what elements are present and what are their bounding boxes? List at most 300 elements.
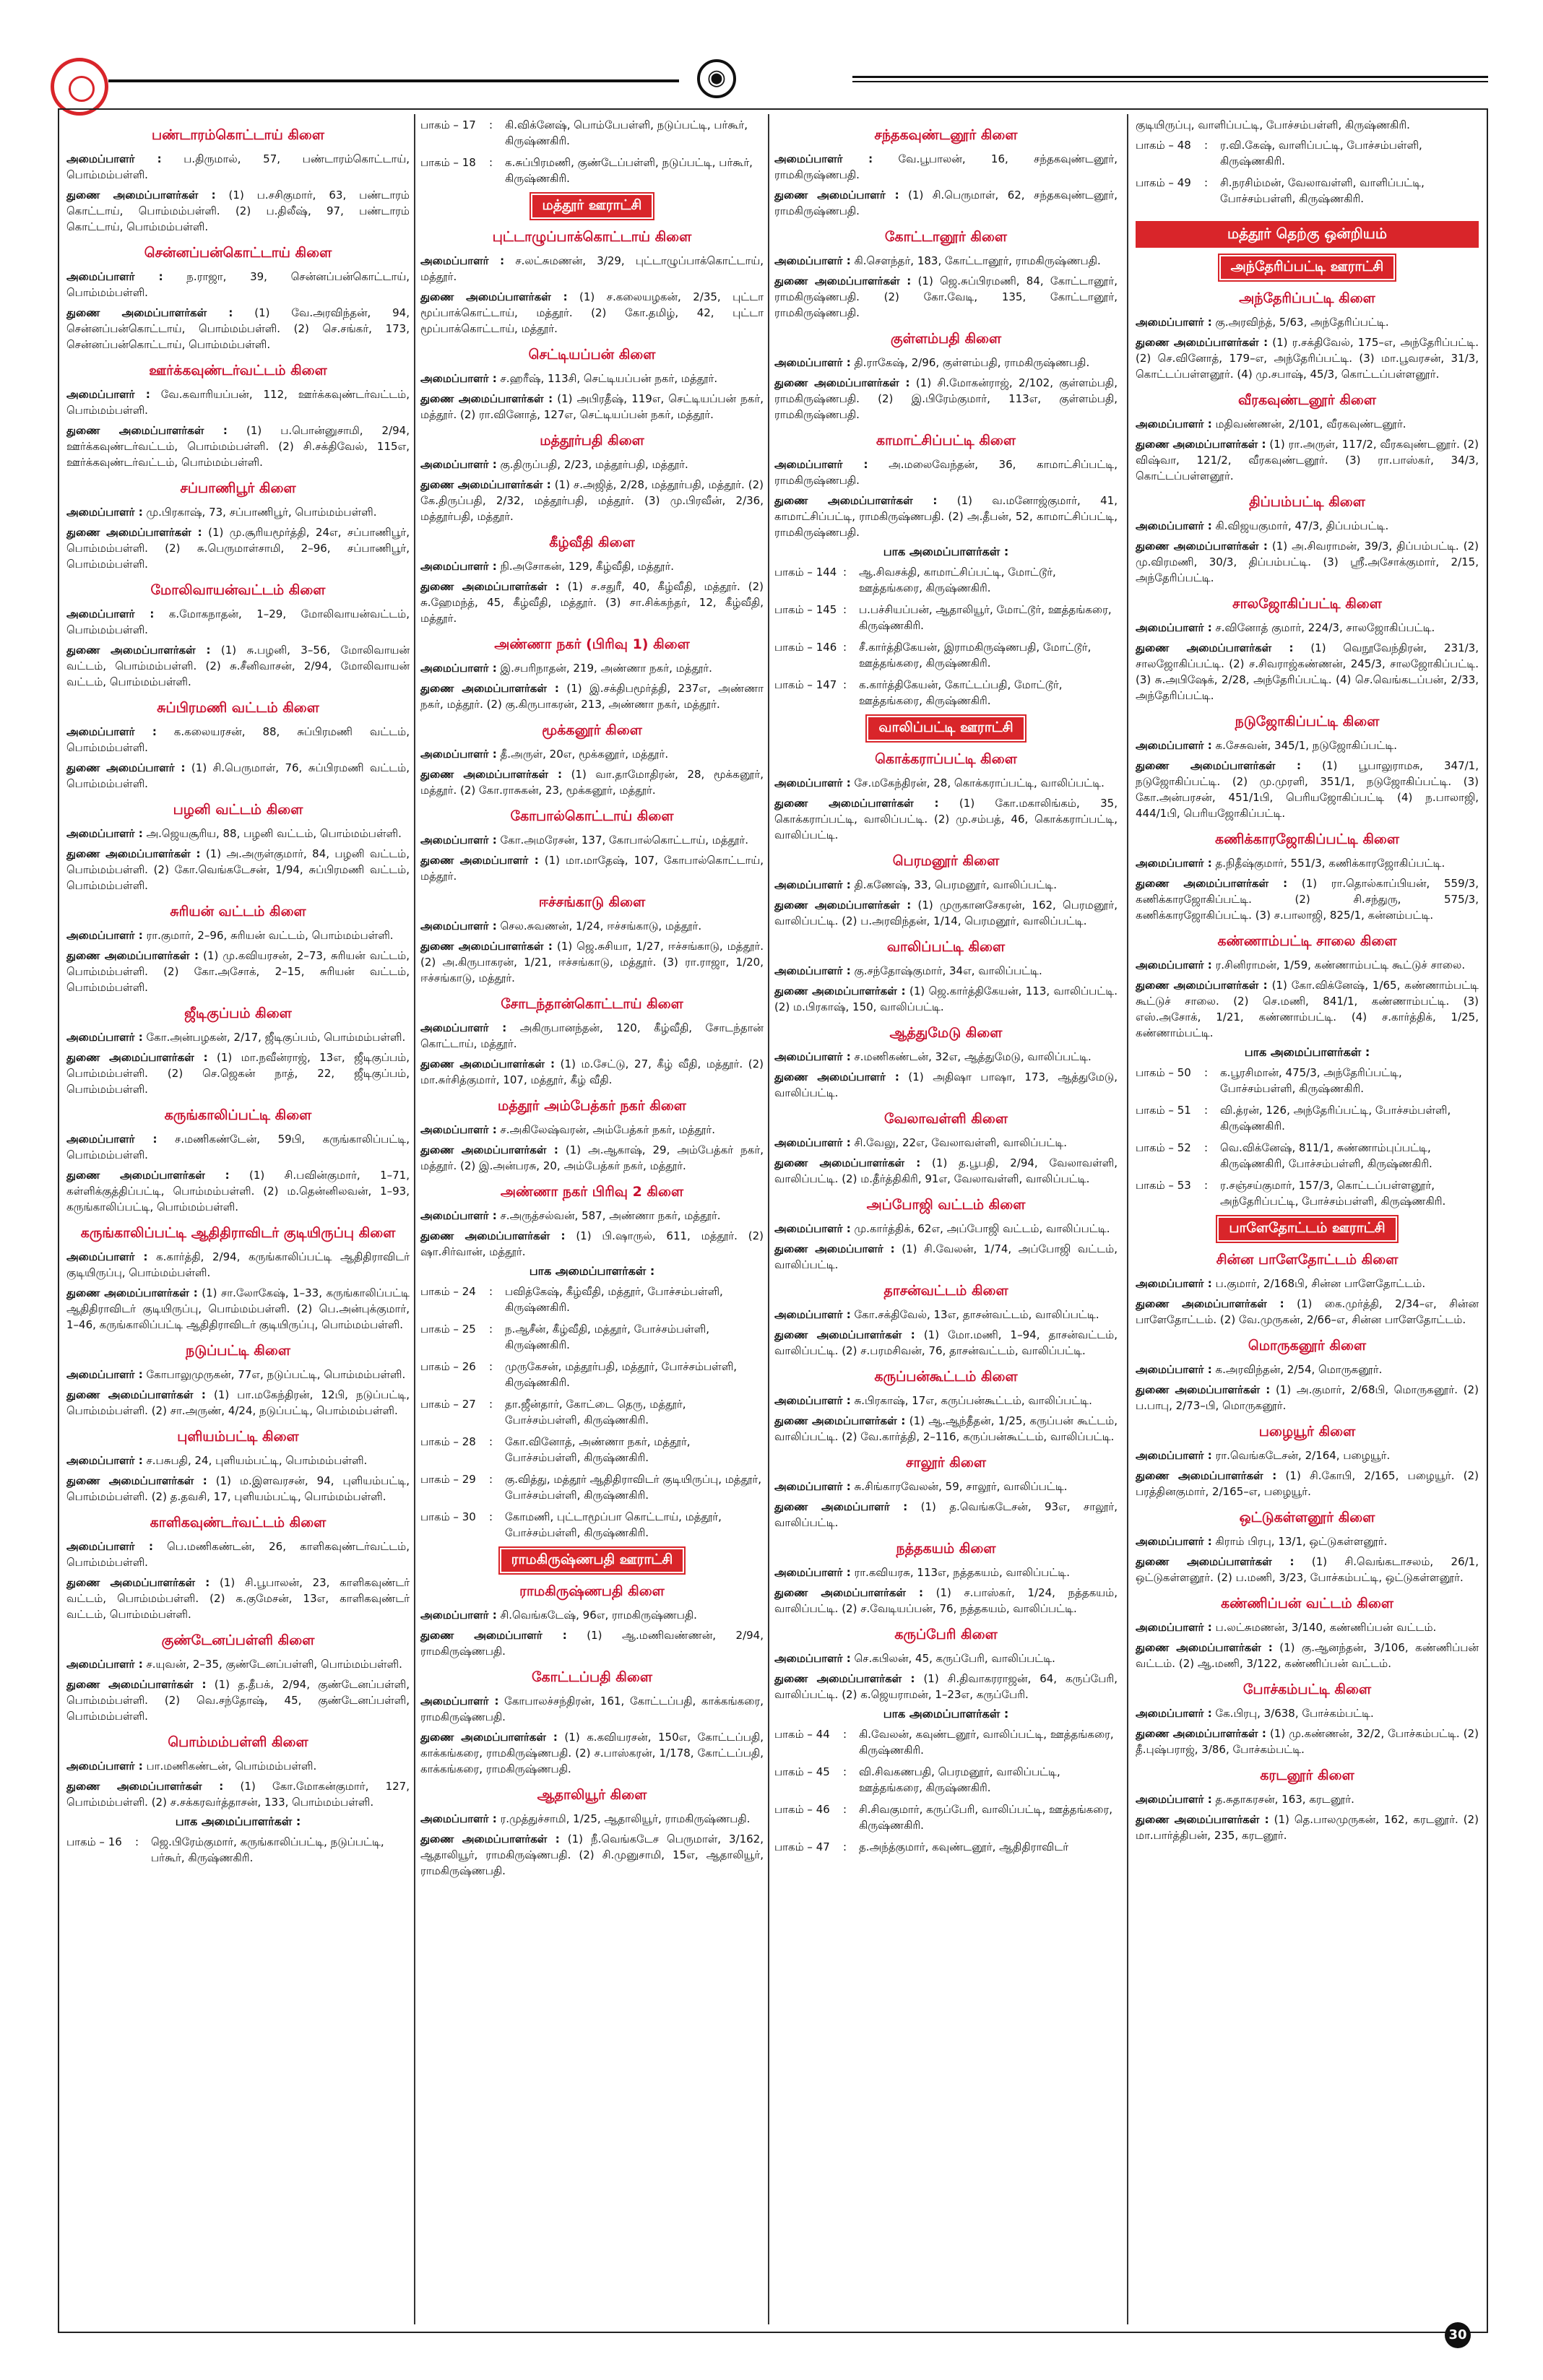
member-entry: [66, 826, 410, 841]
booth-entry: [1136, 1102, 1479, 1134]
booth-entry: [420, 1284, 764, 1315]
branch-heading: நடுஜோகிப்பட்டி கிளை: [1235, 714, 1380, 730]
role-label: அமைப்பாளர் :: [1136, 1707, 1212, 1720]
member-entry: [1136, 416, 1479, 432]
member-details: (1) அ.ஆகாஷ், 29, அம்பேத்கர் நகர், மத்தூர். (2) இ.அன்பரசு, 20, அம்பேத்கர் நகர், மத்தூர்.: [420, 1143, 764, 1172]
role-label: அமைப்பாளர் :: [774, 1050, 851, 1063]
role-label: துணை அமைப்பாளர்கள் :: [420, 1229, 566, 1242]
role-label: அமைப்பாளர் :: [66, 1133, 157, 1146]
member-details: கோ.அன்பழகன், 2/17, ஜீடிகுப்பம், பொம்மம்பள்ளி.: [146, 1031, 406, 1044]
member-details: ச.வினோத் குமார், 224/3, சாலஜோகிப்பட்டி.: [1215, 621, 1435, 634]
member-entry: [420, 1142, 764, 1174]
role-label: துணை அமைப்பாளர்கள் :: [66, 424, 228, 437]
branch-heading: கோட்டப்பதி கிளை: [532, 1669, 652, 1685]
member-entry: [1136, 1468, 1479, 1500]
role-label: துணை அமைப்பாளர்கள் :: [420, 478, 551, 491]
member-details: வே.கவாரியப்பன், 112, ஊர்க்கவுண்டர்வட்டம், பொம்மம்பள்ளி.: [66, 388, 410, 417]
member-entry: [420, 938, 764, 986]
branch-heading: ஈச்சங்காடு கிளை: [538, 894, 646, 910]
role-label: துணை அமைப்பாளர்கள் :: [420, 290, 568, 303]
member-details: (1) கோ.விக்னேஷ், 1/65, கண்ணாம்பட்டி கூட்டுச் சாலை. (2) செ.மணி, 841/1, கண்ணாம்பட்டி. (3) எஸ்.அசோக், 1/21, கண்ணாம்பட்டி. (4) ச.கார்த்திக், 1/25, கண்ணாம்பட்டி.: [1136, 979, 1479, 1039]
role-label: அமைப்பாளர் :: [774, 1566, 851, 1579]
branch-heading: காமாட்சிப்பட்டி கிளை: [876, 433, 1016, 449]
member-entry: [1136, 758, 1479, 821]
role-label: அமைப்பாளர் :: [1136, 739, 1212, 752]
member-entry: [420, 680, 764, 712]
panchayat-banner: [1136, 255, 1479, 280]
booth-number: பாகம் – 30: [420, 1510, 476, 1523]
role-label: துணை அமைப்பாளர்கள் :: [66, 1051, 208, 1064]
role-label: அமைப்பாளர் :: [1136, 417, 1212, 430]
branch-heading: சந்தகவுண்டனூர் கிளை: [874, 127, 1018, 143]
booth-details: சி.நரசிம்மன், வேலாவள்ளி, வாளிப்பட்டி, போச்சம்பள்ளி, கிருஷ்ணகிரி.: [1220, 176, 1425, 205]
role-label: துணை அமைப்பாளர் :: [774, 189, 899, 202]
member-details: (1) சி.மோகன்ராஜ், 2/102, குள்ளம்பதி, ராமகிருஷ்ணபதி. (2) இ.பிரேம்குமார், 113எ, குள்ளம்பதி, ராமகிருஷ்ணபதி.: [774, 376, 1118, 421]
branch-heading: நத்தகயம் கிளை: [896, 1541, 996, 1557]
booth-details: கி.விக்னேஷ், பொம்பேபள்ளி, நடுப்பட்டி, பர்கூர், கிருஷ்ணகிரி.: [505, 118, 748, 147]
booth-details: வெ.விக்னேஷ், 811/1, சுண்ணாம்புப்பட்டி, கிருஷ்ணகிரி, போச்சம்பள்ளி, கிருஷ்ணகிரி.: [1220, 1141, 1432, 1170]
role-label: துணை அமைப்பாளர்கள் :: [66, 526, 202, 539]
member-entry: [66, 386, 410, 418]
member-details: (1) கோ.மகாலிங்கம், 35, கொக்கராப்பட்டி, வாலிப்பட்டி. (2) மு.சம்பத், 46, கொக்கராப்பட்டி, வாலிப்பட்டி.: [774, 797, 1118, 841]
member-details: (1) வெநூவேந்திரன், 231/3, சாலஜோகிப்பட்டி. (2) ச.சிவராஜ்கண்ணன், 245/3, சாலஜோகிப்பட்டி. (3) சு.அபிஷேக், 2/28, அந்தேரிப்பட்டி. (4) செ.வெங்கடப்பன், 2/33, அந்தேரிப்பட்டி.: [1136, 641, 1479, 702]
role-label: துணை அமைப்பாளர்கள் :: [774, 1672, 915, 1685]
booth-details: சீ.கார்த்திகேயன், இராமகிருஷ்ணபதி, மோட்டூர், ஊத்தங்கரை, கிருஷ்ணகிரி.: [859, 641, 1092, 670]
member-entry: [774, 1327, 1118, 1359]
branch-heading: வாலிப்பட்டி கிளை: [886, 939, 1006, 955]
role-label: துணை அமைப்பாளர்கள் :: [420, 1731, 558, 1744]
member-details: கு.திருப்பதி, 2/23, மத்தூர்பதி, மத்தூர்.: [500, 458, 688, 471]
member-entry: [774, 1135, 1118, 1151]
branch-heading: கருங்காலிப்பட்டி கிளை: [164, 1107, 312, 1123]
member-entry: [420, 1228, 764, 1260]
role-label: அமைப்பாளர் :: [420, 919, 497, 932]
role-label: அமைப்பாளர் :: [66, 1454, 143, 1467]
member-entry: [1136, 977, 1479, 1041]
role-label: அமைப்பாளர் :: [774, 1136, 851, 1149]
member-details: த.சுதாகரசன், 163, கரடனூர்.: [1215, 1793, 1354, 1806]
role-label: அமைப்பாளர் :: [1136, 1793, 1212, 1806]
booth-number: பாகம் – 53: [1136, 1179, 1191, 1192]
member-entry: [1136, 334, 1479, 382]
member-entry: [66, 1387, 410, 1419]
panchayat-title: வாலிப்பட்டி ஊராட்சி: [867, 716, 1024, 741]
booth-details: கி.வேலன், கவுண்டனூர், வாலிப்பட்டி, ஊத்தங்கரை, கிருஷ்ணகிரி.: [859, 1728, 1114, 1757]
booth-entry: [420, 1359, 764, 1390]
booth-details: க.சுப்பிரமணி, குண்டேப்பள்ளி, நடுப்பட்டி, பர்கூர், கிருஷ்ணகிரி.: [505, 156, 753, 185]
role-label: அமைப்பாளர் :: [420, 834, 497, 847]
member-details: ச.ஹரீஷ், 113சி, செட்டியப்பன் நகர், மத்தூர்.: [500, 372, 718, 385]
branch-heading: புளியம்பட்டி கிளை: [177, 1429, 299, 1445]
branch-heading: ஆதாலியூர் கிளை: [537, 1787, 647, 1803]
member-details: க.அரவிந்தன், 2/54, மொருகனூர்.: [1215, 1363, 1383, 1376]
branch-heading: காளிகவுண்டர்வட்டம் கிளை: [150, 1515, 327, 1531]
column-divider: [768, 114, 769, 2324]
booth-details: முருகேசன், மத்தூர்பதி, மத்தூர், போச்சம்பள்ளி, கிருஷ்ணகிரி.: [505, 1360, 738, 1389]
role-label: அமைப்பாளர் :: [774, 1394, 851, 1407]
member-details: கோபாலச்சந்திரன், 161, கோட்டப்பதி, காக்கங்கரை, ராமகிருஷ்ணபதி.: [420, 1695, 764, 1723]
branch-heading: புட்டாழுப்பாக்கொட்டாய் கிளை: [492, 229, 692, 245]
separator: :: [489, 1323, 493, 1336]
member-entry: [66, 1285, 410, 1333]
member-entry: [420, 852, 764, 884]
branch-heading: மோலிவாயன்வட்டம் கிளை: [150, 582, 326, 598]
role-label: துணை அமைப்பாளர்கள் :: [774, 1156, 921, 1169]
section-subheading: பாக அமைப்பாளர்கள் :: [175, 1814, 301, 1828]
role-label: அமைப்பாளர் :: [420, 662, 497, 675]
separator: :: [843, 1728, 847, 1741]
member-entry: [66, 948, 410, 995]
role-label: துணை அமைப்பாளர்கள் :: [1136, 641, 1294, 654]
member-entry: [420, 1208, 764, 1224]
member-details: (1) ஜெ.சுப்பிரமணி, 84, கோட்டானூர், ராமகிருஷ்ணபதி. (2) கோ.வேடி, 135, கோட்டானூர், ராமகிருஷ்ணபதி.: [774, 274, 1118, 319]
branch-heading: மத்தூர்பதி கிளை: [540, 433, 644, 449]
union-banner: மத்தூர் தெற்கு ஒன்றியம்: [1136, 221, 1479, 248]
member-entry: [420, 558, 764, 574]
branch-heading: ஒட்டுகள்ளனூர் கிளை: [1239, 1510, 1375, 1526]
member-details: (1) ஆ.ஆந்தீதன், 1/25, கருப்பன் கூட்டம், வாலிப்பட்டி. (2) வே.கார்த்தி, 2–116, கருப்பன்கூட்டம், வாலிப்பட்டி.: [774, 1414, 1118, 1443]
member-entry: [66, 524, 410, 572]
booth-entry: [420, 1396, 764, 1428]
separator: :: [135, 1835, 139, 1848]
role-label: துணை அமைப்பாளர்கள் :: [66, 847, 201, 860]
member-entry: [774, 963, 1118, 979]
booth-entry: [420, 155, 764, 186]
member-details: கோபாலுமுருகன், 77எ, நடுப்பட்டி, பொம்மம்பள்ளி.: [146, 1368, 406, 1381]
role-label: துணை அமைப்பாளர்கள் :: [66, 1286, 198, 1299]
role-label: துணை அமைப்பாளர்கள் :: [420, 1057, 556, 1070]
booth-entry: [774, 1839, 1118, 1855]
member-details: (1) வ.மனோஜ்குமார், 41, காமாட்சிப்பட்டி, ராமகிருஷ்ணபதி. (2) அ.தீபன், 52, காமாட்சிப்பட்டி, ராமகிருஷ்ணபதி.: [774, 494, 1118, 539]
role-label: துணை அமைப்பாளர்கள் :: [774, 797, 939, 810]
branch-heading: வேலாவள்ளி கிளை: [883, 1111, 1008, 1127]
member-details: (1) மா.மாதேஷ், 107, கோபால்கொட்டாய், மத்தூர்.: [420, 854, 764, 883]
role-label: துணை அமைப்பாளர்கள் :: [66, 1678, 207, 1691]
member-entry: [420, 456, 764, 472]
member-details: ச.அருத்சல்வன், 587, அண்ணா நகர், மத்தூர்.: [500, 1209, 721, 1222]
booth-number: பாகம் – 29: [420, 1473, 476, 1486]
member-entry: [420, 1831, 764, 1879]
role-label: அமைப்பாளர் :: [420, 748, 497, 761]
role-label: அமைப்பாளர் :: [420, 560, 497, 573]
role-label: துணை அமைப்பாளர்கள் :: [1136, 877, 1288, 890]
booth-entry: [420, 1434, 764, 1466]
member-details: (1) சி.பெருமாள், 76, சுப்பிரமணி வட்டம், பொம்மம்பள்ளி.: [66, 761, 410, 790]
branch-heading: கோபால்கொட்டாய் கிளை: [510, 808, 674, 824]
member-details: ந.ராஜா, 39, சென்னப்பன்கொட்டாய், பொம்மம்பள்ளி.: [66, 270, 410, 299]
role-label: அமைப்பாளர் :: [420, 1695, 499, 1708]
member-entry: [66, 1473, 410, 1505]
member-entry: [1136, 855, 1479, 871]
separator: :: [489, 156, 493, 169]
member-entry: [1136, 640, 1479, 704]
role-label: துணை அமைப்பாளர்கள் :: [774, 494, 938, 507]
member-entry: [66, 606, 410, 638]
role-label: துணை அமைப்பாளர்கள் :: [66, 644, 211, 657]
member-details: ச.அகிலேஷ்வரன், அம்பேத்கர் நகர், மத்தூர்.: [500, 1123, 715, 1136]
role-label: அமைப்பாளர் :: [1136, 316, 1212, 329]
role-label: துணை அமைப்பாளர் :: [774, 1500, 908, 1513]
booth-number: பாகம் – 146: [774, 641, 837, 654]
separator: :: [489, 1285, 493, 1298]
role-label: அமைப்பாளர் :: [1136, 1621, 1212, 1634]
booth-details: க.பூரசிமான், 475/3, அந்தேரிப்பட்டி, போச்சம்பள்ளி, கிருஷ்ணகிரி.: [1220, 1066, 1402, 1095]
role-label: துணை அமைப்பாளர்கள் :: [1136, 438, 1266, 451]
member-details: அ.ஜெயசூரிய, 88, பழனி வட்டம், பொம்மம்பள்ளி.: [146, 827, 402, 840]
branch-heading: திப்பம்பட்டி கிளை: [1249, 494, 1365, 510]
booth-entry: [420, 1471, 764, 1503]
booth-details: ஆ.சிவசக்தி, காமாட்சிப்பட்டி, மோட்டூர், ஊத்தங்கரை, கிருஷ்ணகிரி.: [859, 566, 1056, 594]
member-details: (1) மோ.மணி, 1–94, தாசன்வட்டம், வாலிப்பட்டி. (2) ச.பரமசிவன், 76, தாசன்வட்டம், வாலிப்பட்டி.: [774, 1328, 1118, 1357]
branch-heading: சென்னப்பன்கொட்டாய் கிளை: [144, 245, 332, 261]
member-entry: [774, 1499, 1118, 1531]
member-entry: [66, 305, 410, 352]
member-entry: [420, 918, 764, 934]
member-details: கிராம் பிரபு, 13/1, ஒட்டுகள்ளனூர்.: [1215, 1535, 1388, 1548]
role-label: துணை அமைப்பாளர் :: [774, 1070, 899, 1083]
member-details: ச.மணிகண்டேன், 59பி, கருங்காலிப்பட்டி, பொம்மம்பள்ளி.: [66, 1133, 410, 1161]
branch-heading: கொக்கராப்பட்டி கிளை: [875, 751, 1017, 767]
member-entry: [774, 273, 1118, 321]
booth-entry: [774, 564, 1118, 596]
member-details: (1) கை.முர்த்தி, 2/34–எ, சின்ன பாளேதோட்டம். (2) வே.முருகன், 2/66–எ, சின்ன பாளேதோட்டம்.: [1136, 1297, 1479, 1326]
branch-heading: மூக்கனூர் கிளை: [542, 722, 642, 738]
member-entry: [66, 1656, 410, 1672]
separator: :: [843, 566, 847, 579]
role-label: அமைப்பாளர் :: [1136, 1449, 1212, 1462]
role-label: துணை அமைப்பாளர்கள் :: [774, 376, 910, 389]
member-entry: [420, 371, 764, 386]
member-entry: [774, 253, 1118, 269]
member-entry: [66, 927, 410, 943]
role-label: துணை அமைப்பாளர்கள் :: [66, 949, 199, 962]
member-details: (1) சி.வேலன், 1/74, அப்போஜி வட்டம், வாலிப்பட்டி.: [774, 1242, 1118, 1271]
branch-heading: ஆத்துமேடு கிளை: [889, 1025, 1003, 1041]
member-entry: [774, 456, 1118, 488]
booth-number: பாகம் – 46: [774, 1803, 830, 1816]
member-entry: [66, 187, 410, 235]
member-entry: [774, 1650, 1118, 1666]
member-details: (1) அ.குமார், 2/68பி, மொருகனூர். (2) ப.பாபு, 2/73–பி, மொருகனூர்.: [1136, 1383, 1479, 1412]
branch-heading: போச்கம்பட்டி கிளை: [1242, 1682, 1372, 1697]
member-details: ச.லட்சுமணன், 3/29, புட்டாழுப்பாக்கொட்டாய், மத்தூர்.: [420, 254, 764, 283]
role-label: துணை அமைப்பாளர்கள் :: [1136, 979, 1268, 992]
member-details: ச.மணிகண்டன், 32எ, ஆத்துமேடு, வாலிப்பட்டி.: [854, 1050, 1092, 1063]
booth-number: பாகம் – 50: [1136, 1066, 1191, 1079]
role-label: அமைப்பாளர் :: [66, 1658, 143, 1671]
booth-details: வி.சிவகணபதி, பெரமனூர், வாலிப்பட்டி, ஊத்தங்கரை, கிருஷ்ணகிரி.: [859, 1765, 1060, 1794]
separator: :: [489, 1360, 493, 1373]
member-details: ர.சினிராமன், 1/59, கண்ணாம்பட்டி கூட்டுச் சாலை.: [1215, 959, 1466, 972]
role-label: துணை அமைப்பாளர்கள் :: [66, 1780, 224, 1793]
role-label: அமைப்பாளர் :: [66, 725, 157, 738]
member-entry: [420, 1020, 764, 1052]
booth-number: பாகம் – 25: [420, 1323, 476, 1336]
member-entry: [774, 1241, 1118, 1273]
booth-number: பாகம் – 147: [774, 678, 837, 691]
member-details: (1) க.கவியரசன், 150எ, கோட்டப்பதி, காக்கங்கரை, ராமகிருஷ்ணபதி. (2) ச.பாஸ்கரன், 1/178, கோட்டப்பதி, காக்கங்கரை, ராமகிருஷ்ணபதி.: [420, 1731, 764, 1775]
role-label: அமைப்பாளர் :: [420, 1812, 497, 1825]
column-3: [774, 117, 1118, 2320]
role-label: அமைப்பாளர் :: [66, 1250, 148, 1263]
booth-details: ர.சஞ்சய்குமார், 157/3, கொட்டப்பள்ளனூர், அந்தேரிப்பட்டி, போச்சம்பள்ளி, கிருஷ்ணகிரி.: [1220, 1179, 1446, 1208]
branch-heading: அண்ணா நகர் பிரிவு 2 கிளை: [500, 1184, 684, 1200]
branch-heading: சுரியன் வட்டம் கிளை: [170, 904, 306, 919]
column-1: [66, 117, 410, 2320]
booth-entry: [66, 1834, 410, 1866]
role-label: துணை அமைப்பாளர்கள் :: [1136, 540, 1268, 553]
branch-heading: கருப்பன்கூட்டம் கிளை: [874, 1369, 1018, 1385]
branch-heading: குள்ளம்பதி கிளை: [890, 331, 1002, 347]
member-details: க.கலையரசன், 88, சுப்பிரமணி வட்டம், பொம்மம்பள்ளி.: [66, 725, 410, 754]
booth-entry: [1136, 1065, 1479, 1096]
branch-heading: மொருகனூர் கிளை: [1248, 1338, 1367, 1354]
role-label: அமைப்பாளர் :: [420, 1021, 507, 1034]
separator: :: [1204, 1179, 1209, 1192]
member-details: (1) த.வெங்கடேசன், 93எ, சாலூர், வாலிப்பட்டி.: [774, 1500, 1118, 1529]
member-entry: [66, 151, 410, 183]
role-label: துணை அமைப்பாளர்கள் :: [1136, 1641, 1273, 1654]
member-details: மதிவண்ணன், 2/101, வீரகவுண்டனூர்.: [1215, 417, 1406, 430]
booth-entry: [774, 677, 1118, 709]
member-entry: [420, 477, 764, 524]
member-details: (1) அ.அருள்குமார், 84, பழனி வட்டம், பொம்மம்பள்ளி. (2) கோ.வெங்கடேசன், 1/94, சுப்பிரமணி வட்டம், பொம்மம்பள்ளி.: [66, 847, 410, 892]
booth-entry: [420, 117, 764, 149]
member-entry: [66, 1131, 410, 1163]
booth-details: பவித்கேஷ், கீழ்வீதி, மத்தூர், போச்சம்பள்ளி, கிருஷ்ணகிரி.: [505, 1285, 723, 1314]
member-details: கி.விஜயகுமார், 47/3, திப்பம்பட்டி.: [1215, 519, 1389, 532]
member-entry: [66, 504, 410, 520]
booth-number: பாகம் – 24: [420, 1285, 476, 1298]
member-entry: [1136, 117, 1479, 133]
member-details: ச.பசுபதி, 24, புளியம்பட்டி, பொம்மம்பள்ளி.: [146, 1454, 368, 1467]
role-label: அமைப்பாளர் :: [66, 270, 163, 283]
page-number: 30: [1445, 2322, 1471, 2348]
member-entry: [420, 1693, 764, 1725]
member-entry: [66, 1167, 410, 1215]
role-label: துணை அமைப்பாளர்கள் :: [1136, 1297, 1284, 1310]
panchayat-title: ராமகிருஷ்ணபதி ஊராட்சி: [500, 1548, 685, 1573]
member-entry: [774, 355, 1118, 371]
role-label: துணை அமைப்பாளர்கள் :: [774, 985, 906, 998]
booth-number: பாகம் – 45: [774, 1765, 830, 1778]
panchayat-title: மத்தூர் ஊராட்சி: [531, 194, 654, 219]
member-details: (1) நீ.வெங்கடேச பெருமாள், 3/162, ஆதாலியூர், ராமகிருஷ்ணபதி. (2) சி.முனுசாமி, 15எ, ஆதாலியூர், ராமகிருஷ்ணபதி.: [420, 1832, 764, 1877]
masthead-emblem-icon: ◉: [697, 59, 736, 98]
branch-heading: அண்ணா நகர் (பிரிவு 1) கிளை: [494, 636, 690, 652]
member-entry: [420, 1122, 764, 1138]
role-label: துணை அமைப்பாளர்கள் :: [1136, 1813, 1269, 1826]
branch-heading: கருப்பேரி கிளை: [894, 1627, 998, 1643]
member-entry: [420, 746, 764, 762]
role-label: அமைப்பாளர் :: [420, 458, 497, 471]
branch-heading: சுப்பிரமணி வட்டம் கிளை: [157, 700, 319, 716]
member-entry: [774, 1413, 1118, 1445]
member-entry: [66, 1029, 410, 1045]
member-entry: [774, 1049, 1118, 1065]
member-details: (1) ரா.தொல்காப்பியன், 559/3, கணிக்காரஜோகிப்பட்டி. (2) சி.சந்துரு, 575/3, கணிக்காரஜோகிப்பட்டி. (3) ச.பாலாஜி, 825/1, கன்னம்பட்டி.: [1136, 877, 1479, 922]
member-entry: [1136, 620, 1479, 636]
branch-heading: கருங்காலிப்பட்டி ஆதிதிராவிடர் குடியிருப்பு கிளை: [80, 1225, 396, 1241]
role-label: துணை அமைப்பாளர்கள் :: [420, 1143, 558, 1156]
role-label: அமைப்பாளர் :: [66, 929, 143, 942]
member-entry: [66, 642, 410, 690]
member-entry: [66, 846, 410, 893]
booth-number: பாகம் – 16: [66, 1835, 122, 1848]
booth-number: பாகம் – 26: [420, 1360, 476, 1373]
branch-heading: கோட்டானூர் கிளை: [884, 229, 1008, 245]
member-entry: [1136, 1726, 1479, 1757]
role-label: அமைப்பாளர் :: [774, 356, 851, 369]
masthead-rule: [852, 81, 1488, 82]
member-details: (1) மு.கவியரசன், 2–73, சுரியன் வட்டம், பொம்மம்பள்ளி. (2) கோ.அசோக், 2–15, சுரியன் வட்டம், பொம்மம்பள்ளி.: [66, 949, 410, 994]
masthead-rule: [852, 76, 1488, 78]
member-details: (1) வா.தாமோதிரன், 28, மூக்கனூர், மத்தூர். (2) கோ.ராசுகன், 23, மூக்கனூர், மத்தூர்.: [420, 768, 764, 797]
member-details: கு.சந்தோஷ்குமார், 34எ, வாலிப்பட்டி.: [854, 964, 1042, 977]
role-label: அமைப்பாளர் :: [420, 1123, 497, 1136]
member-entry: [420, 1729, 764, 1777]
booth-details: வி.த்ரன், 126, அந்தேரிப்பட்டி, போச்சம்பள்ளி, கிருஷ்ணகிரி.: [1220, 1104, 1451, 1133]
role-label: துணை அமைப்பாளர்கள் :: [420, 940, 553, 953]
member-entry: [1136, 314, 1479, 330]
booth-entry: [774, 639, 1118, 671]
member-details: (1) ம.சேட்டு, 27, கீழ் வீதி, மத்தூர். (2) மா.சுர்சித்குமார், 107, மத்தூர், கீழ் வீதி.: [420, 1057, 764, 1086]
member-details: க.சேசுவன், 345/1, நடுஜோகிப்பட்டி.: [1215, 739, 1398, 752]
branch-heading: கண்ணாம்பட்டி சாலை கிளை: [1217, 933, 1397, 949]
member-entry: [774, 187, 1118, 219]
role-label: அமைப்பாளர் :: [66, 1760, 143, 1773]
role-label: துணை அமைப்பாளர்கள் :: [66, 189, 216, 202]
branch-heading: கண்ணிப்பன் வட்டம் கிளை: [1221, 1596, 1393, 1611]
role-label: அமைப்பாளர் :: [774, 1222, 851, 1235]
member-entry: [66, 1778, 410, 1810]
separator: :: [489, 1435, 493, 1448]
member-details: (1) பி.ஷாருல், 611, மத்தூர். (2) ஷா.சிர்வான், மத்தூர்.: [420, 1229, 764, 1258]
booth-number: பாகம் – 27: [420, 1398, 476, 1411]
booth-number: பாகம் – 51: [1136, 1104, 1191, 1117]
separator: :: [843, 1840, 847, 1853]
role-label: துணை அமைப்பாளர்கள் :: [1136, 1727, 1266, 1740]
member-entry: [420, 579, 764, 626]
role-label: துணை அமைப்பாளர்கள் :: [774, 899, 912, 912]
member-details: (1) வே.அரவிந்தன், 94, சென்னப்பன்கொட்டாய், பொம்மம்பள்ளி. (2) செ.சங்கர், 173, சென்னப்பன்கொட்டாய், பொம்மம்பள்ளி.: [66, 306, 410, 351]
member-entry: [66, 1050, 410, 1097]
role-label: அமைப்பாளர் :: [774, 152, 873, 165]
member-details: செ.கபிலன், 45, கருப்பேரி, வாலிப்பட்டி.: [854, 1652, 1055, 1665]
role-label: அமைப்பாளர் :: [774, 458, 868, 471]
member-entry: [420, 1056, 764, 1088]
member-entry: [1136, 1640, 1479, 1671]
role-label: அமைப்பாளர் :: [66, 607, 155, 620]
booth-details: த.அந்த்குமார், கவுண்டனூர், ஆதிதிராவிடர்: [859, 1840, 1069, 1853]
booth-entry: [774, 1726, 1118, 1758]
role-label: துணை அமைப்பாளர்கள் :: [774, 1414, 906, 1427]
booth-number: பாகம் – 47: [774, 1840, 830, 1853]
booth-details: கோமணி, புட்டாமூப்பா கொட்டாய், மத்தூர், போச்சம்பள்ளி, கிருஷ்ணகிரி.: [505, 1510, 722, 1539]
role-label: அமைப்பாளர் :: [420, 372, 497, 385]
member-details: ப.குமார், 2/168பி, சின்ன பாளேதோட்டம்.: [1215, 1277, 1426, 1290]
role-label: அமைப்பாளர் :: [420, 1209, 497, 1222]
member-entry: [1136, 957, 1479, 973]
booth-details: கோ.வினோத், அண்ணா நகர், மத்தூர், போச்சம்பள்ளி, கிருஷ்ணகிரி.: [505, 1435, 691, 1464]
member-details: இ.சபரிநாதன், 219, அண்ணா நகர், மத்தூர்.: [500, 662, 712, 675]
separator: :: [1204, 139, 1209, 152]
member-entry: [420, 766, 764, 798]
branch-heading: பழனி வட்டம் கிளை: [173, 802, 303, 818]
role-label: துணை அமைப்பாளர்கள் :: [66, 1169, 230, 1182]
section-subheading: பாக அமைப்பாளர்கள் :: [1244, 1045, 1370, 1059]
member-details: க.கார்த்தி, 2/94, கருங்காலிப்பட்டி ஆதிதிராவிடர் குடியிருப்பு, பொம்மம்பள்ளி.: [66, 1250, 410, 1279]
